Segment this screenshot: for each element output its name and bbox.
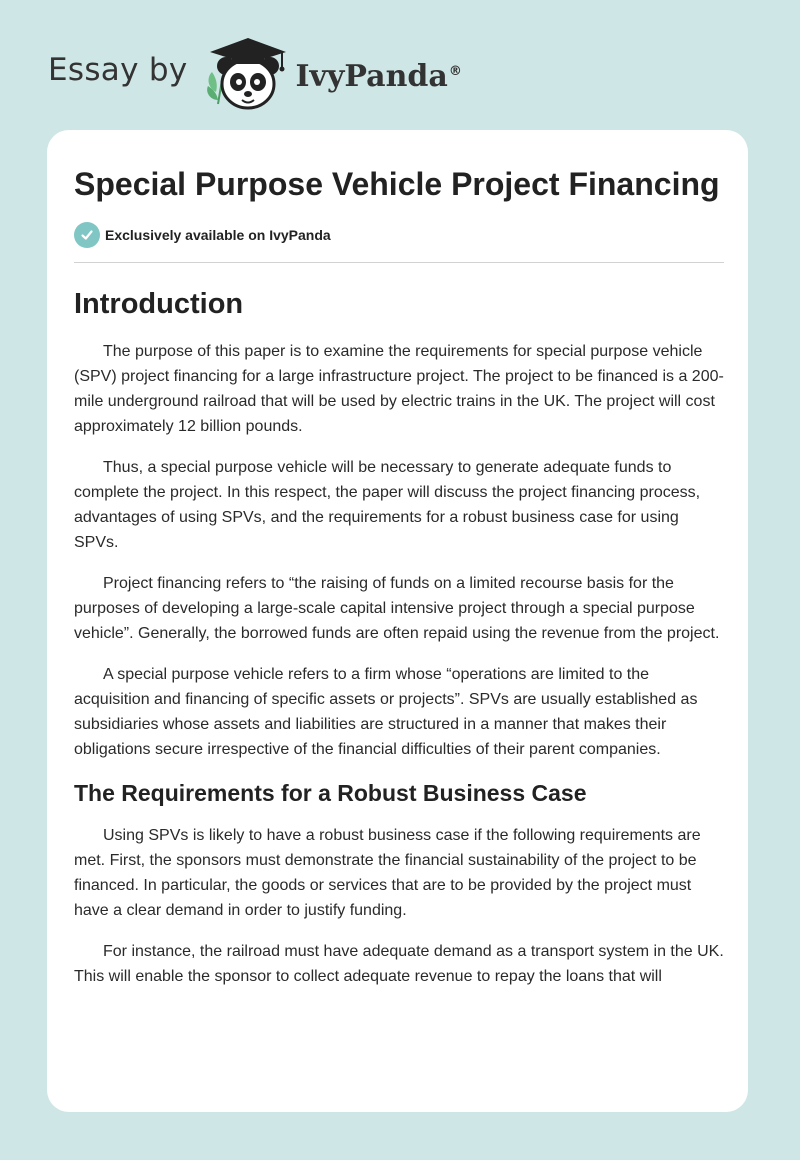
checkmark-icon <box>74 222 100 248</box>
site-header-brand[interactable] <box>48 34 462 114</box>
section-heading-requirements: The Requirements for a Robust Business Case <box>74 780 587 806</box>
paragraph: The purpose of this paper is to examine the requirements for special purpose vehicle (SPV) project financing for a large infrastructure project. The project to be financed is a 200-mile underground railroad that will be used by electric trains in the UK. The project will cost approximately 12 billion pounds. <box>74 343 724 435</box>
section-heading-introduction: Introduction <box>74 288 244 320</box>
brand-prefix: Essay by <box>48 52 188 88</box>
paragraph: Thus, a special purpose vehicle will be necessary to generate adequate funds to complete the project. In this respect, the paper will discuss the project financing process, advantages of using SPVs, and the requirements for a robust business case for using SPVs. <box>74 459 701 551</box>
exclusive-label: Exclusively available on IvyPanda <box>105 227 331 243</box>
essay-card <box>47 130 748 1112</box>
brand-name: IvyPanda® <box>295 58 462 94</box>
registered-mark: ® <box>448 63 462 79</box>
essay-content <box>74 164 724 1005</box>
paragraph: A special purpose vehicle refers to a firm whose “operations are limited to the acquisition and financing of specific assets or projects”. SPVs are usually established as subsidiaries whose assets and liabilities are structured in a manner that makes their obligations secure irrespective of the financial difficulties of their parent companies. <box>74 666 698 758</box>
paragraph: Project financing refers to “the raising of funds on a limited recourse basis for the purposes of developing a large-scale capital intensive project through a special purpose vehicle”. Generally, the borrowed funds are often repaid using the revenue from the project. <box>74 575 720 642</box>
divider <box>74 262 724 263</box>
paragraph: Using SPVs is likely to have a robust business case if the following requirements are met. First, the sponsors must demonstrate the financial sustainability of the project to be financed. In particular, the goods or services that are to be provided by the project must have a clear demand in order to justify funding. <box>74 827 701 919</box>
page-title: Special Purpose Vehicle Project Financing <box>74 166 720 202</box>
panda-graduation-cap-logo-icon <box>202 34 292 114</box>
paragraph: For instance, the railroad must have adequate demand as a transport system in the UK. This will enable the sponsor to collect adequate revenue to repay the loans that will <box>74 943 724 985</box>
exclusive-badge <box>74 222 724 248</box>
